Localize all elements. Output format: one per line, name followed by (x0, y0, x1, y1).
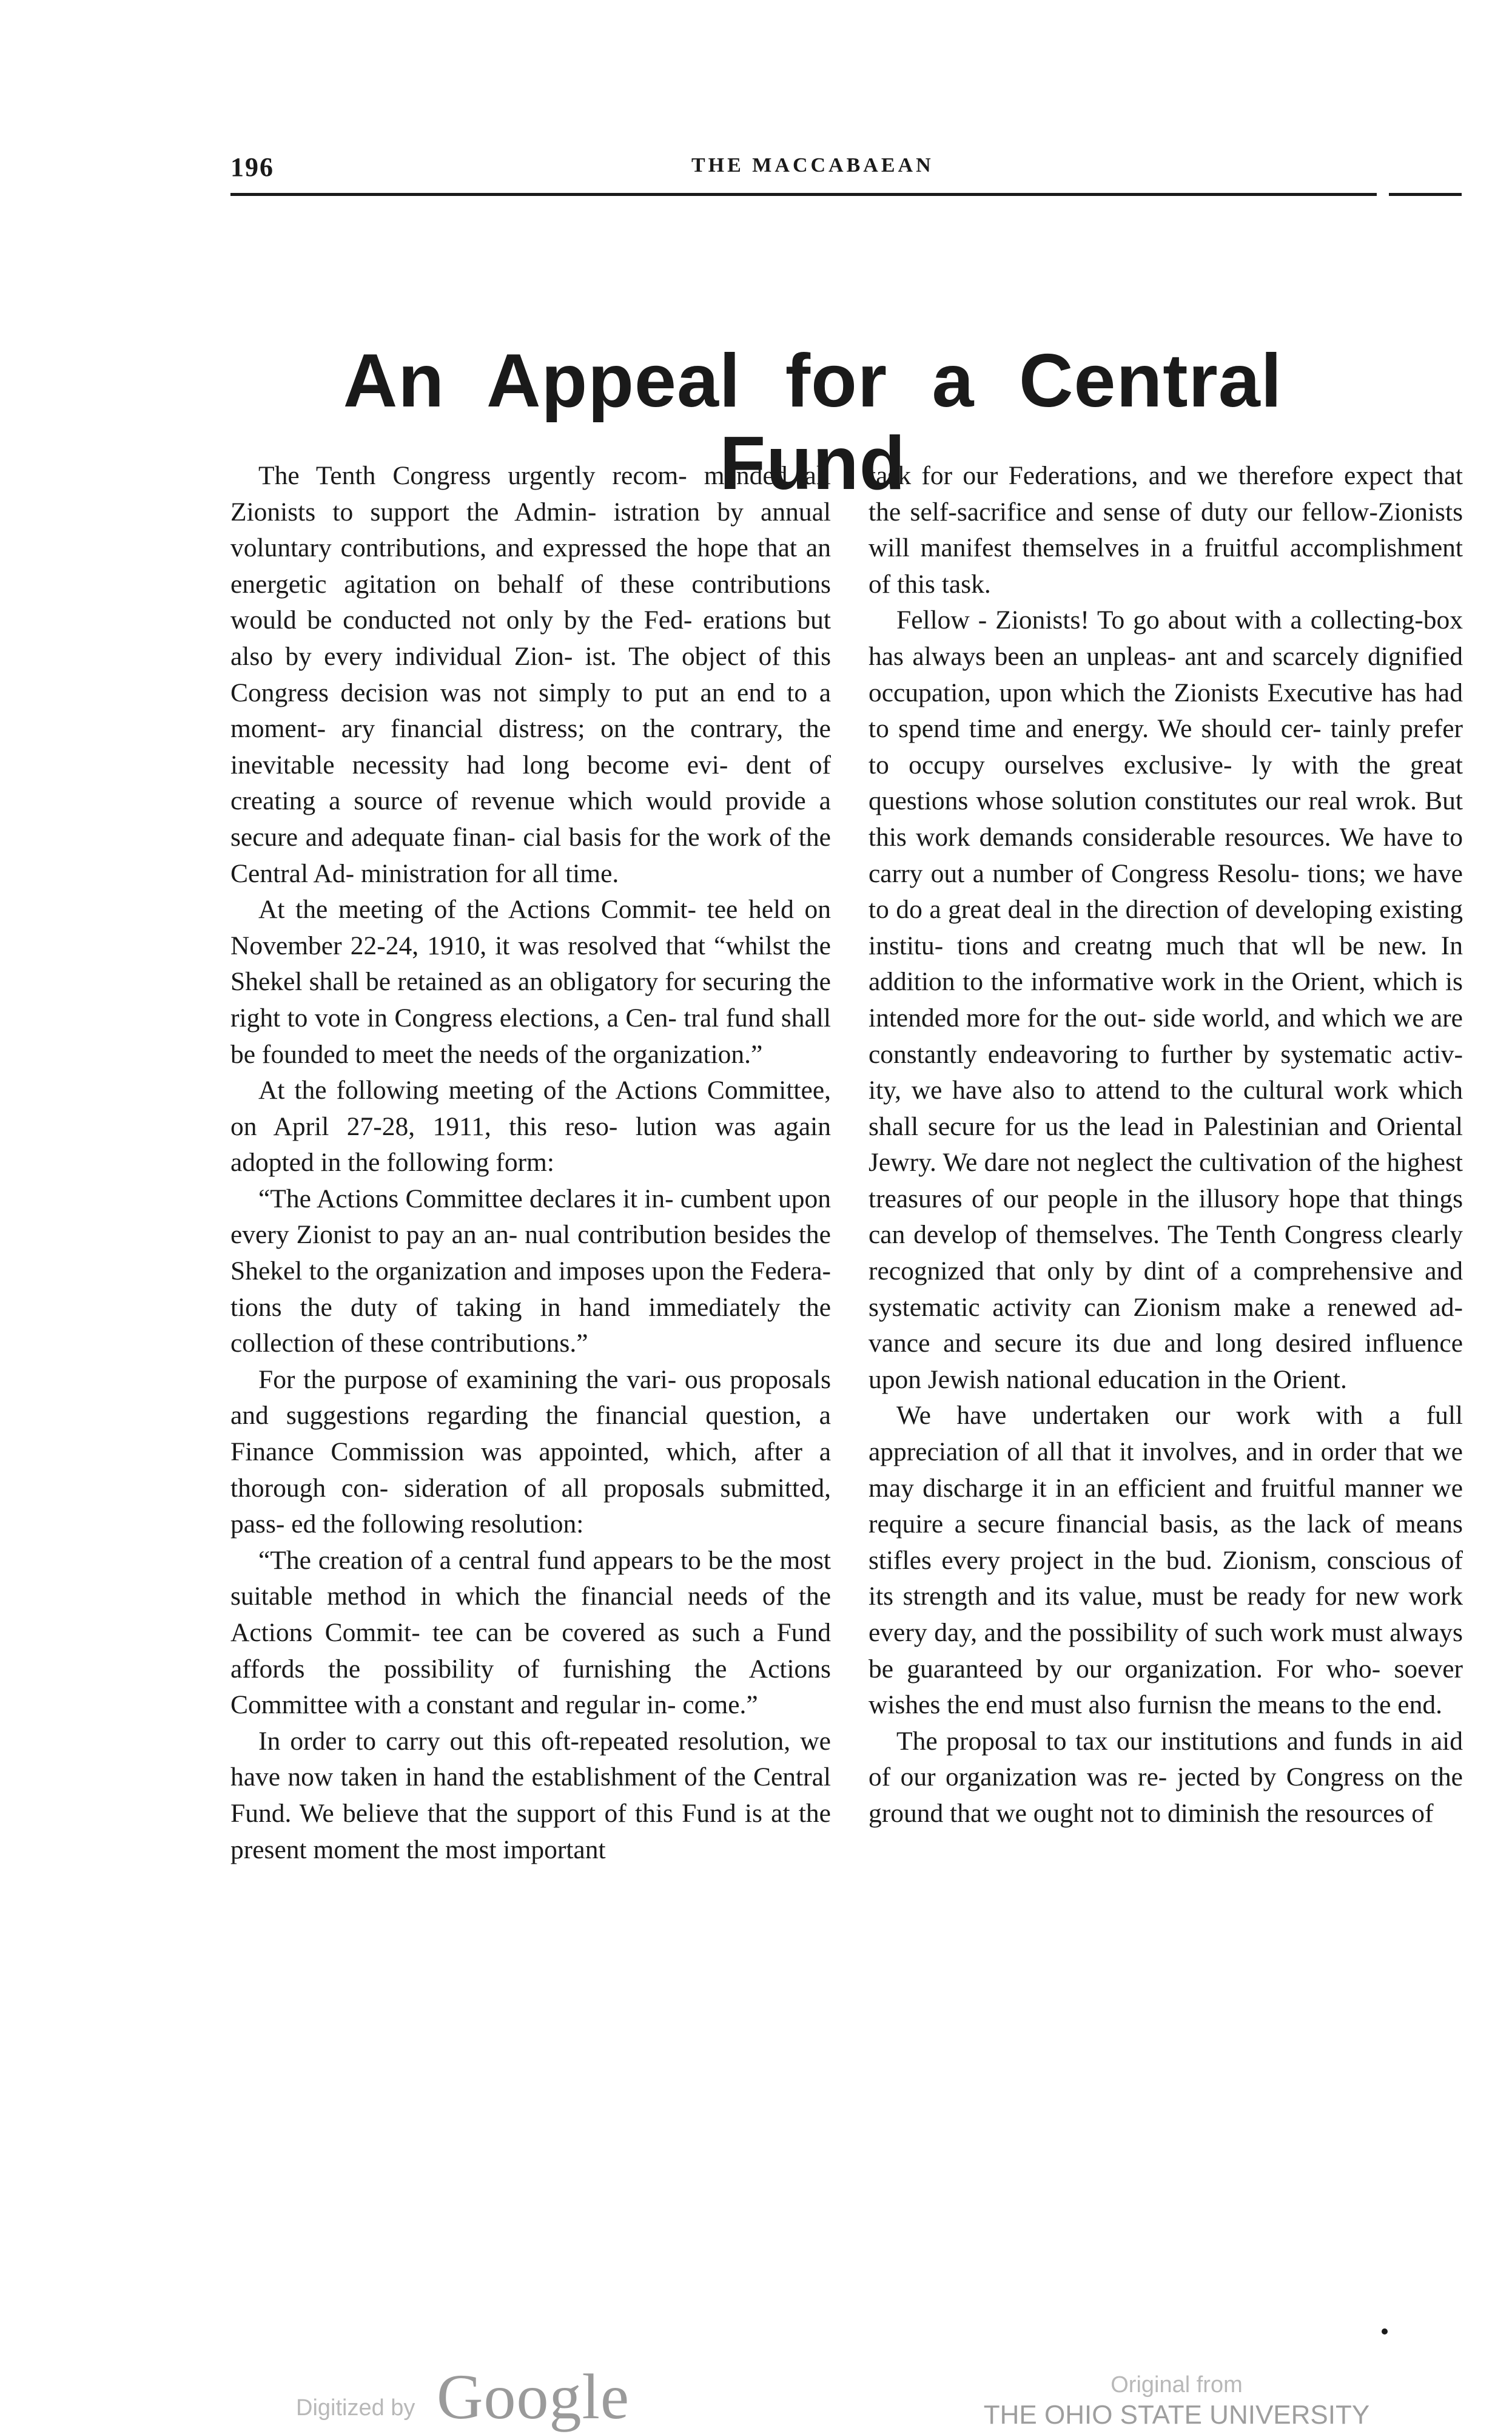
university-name: THE OHIO STATE UNIVERSITY (983, 2400, 1370, 2430)
paragraph: We have undertaken our work with a full appreciation of all that it involves, and in order that we may discharge it in an efficient and fruitful manner we require a secure financial basis, as the lack of means stifles every project in the bud. Zionism, conscious of its strength and its value, must be ready for new work every day, and the possibility of such work must always be guaranteed by our organization. For who- soever wishes the end must also furnisn the means to the end. (869, 1401, 1463, 1720)
source-attribution (946, 2370, 1407, 2430)
paragraph: At the meeting of the Actions Commit- tee held on November 22-24, 1910, it was resolved that “whilst the Shekel shall be retained as an obligatory for securing the right to vote in Congress elections, a Cen- tral fund shall be founded to meet the needs of the organization.” (230, 895, 831, 1069)
text-column-right (869, 458, 1463, 1832)
google-logo: Google (437, 2361, 630, 2432)
paragraph: The Tenth Congress urgently recom- mended all Zionists to support the Admin- istration by annual voluntary contributions, and expressed the hope that an energetic agitation on behalf of these contributions would be conducted not only by the Fed- erations but also by every individual Zion- ist. The object of this Congress decision was not simply to put an end to a moment- ary financial distress; on the contrary, the inevitable necessity had long become evi- dent of creating a source of revenue which would provide a secure and adequate finan- cial basis for the work of the Central Ad- ministration for all time. (230, 461, 831, 888)
header-rule-tail (1389, 193, 1462, 196)
text-column-left (230, 458, 831, 1868)
journal-title: THE MACCABAEAN (691, 154, 934, 177)
paragraph: “The creation of a central fund appears to be the most suitable method in which the financial needs of the Actions Commit- tee can be covered as such a Fund affords the possibility of furnishing the Actions Committee with a constant and regular in- come.” (230, 1545, 831, 1720)
digitized-by-label: Digitized by (296, 2395, 415, 2421)
paragraph: Fellow - Zionists! To go about with a collecting-box has always been an unpleas- ant and scarcely dignified occupation, upon which the Zionists Executive has had to spend time and energy. We should cer- tainly prefer to occupy ourselves exclusive- ly with the great questions whose solution constitutes our real wrok. But this work demands considerable resources. We have to carry out a number of Congress Resolu- tions; we have to do a great deal in the direction of developing existing institu- tions and creatng much that wll be new. In addition to the informative work in the Orient, which is intended more for the out- side world, and which we are constantly endeavoring to further by systematic activ- ity, we have also to attend to the cultural work which shall secure for us the lead in Palestinian and Oriental Jewry. We dare not neglect the cultivation of the highest treasures of our people in the illusory hope that things can develop of themselves. The Tenth Congress clearly recognized that only by dint of a comprehensive and systematic activity can Zionism make a renewed ad- vance and secure its due and long desired influence upon Jewish national education in the Orient. (869, 605, 1463, 1394)
paragraph: In order to carry out this oft-repeated resolution, we have now taken in hand the establishment of the Central Fund. We believe that the support of this Fund is at the present moment the most important (230, 1726, 831, 1864)
paragraph: At the following meeting of the Actions Committee, on April 27-28, 1911, this reso- lution was again adopted in the following form: (230, 1076, 831, 1178)
paragraph: The proposal to tax our institutions and funds in aid of our organization was re- jected by Congress on the ground that we ought not to diminish the resources of (869, 1726, 1463, 1828)
ink-mark (1382, 2328, 1388, 2335)
paragraph: task for our Federations, and we therefore expect that the self-sacrifice and sense of duty our fellow-Zionists will manifest themselves in a fruitful accomplishment of this task. (869, 461, 1463, 599)
header-rule (230, 193, 1377, 196)
page-number: 196 (230, 152, 274, 182)
original-from-label: Original from (1110, 2372, 1243, 2398)
article-title: An Appeal for a Central Fund (343, 339, 1283, 506)
paragraph: “The Actions Committee declares it in- cumbent upon every Zionist to pay an an- nual contribution besides the Shekel to the organization and imposes upon the Federa- tions the duty of taking in hand immediately the collection of these contributions.” (230, 1184, 831, 1358)
paragraph: For the purpose of examining the vari- ous proposals and suggestions regarding the financial question, a Finance Commission was appointed, which, after a thorough con- sideration of all proposals submitted, pass- ed the following resolution: (230, 1364, 831, 1539)
